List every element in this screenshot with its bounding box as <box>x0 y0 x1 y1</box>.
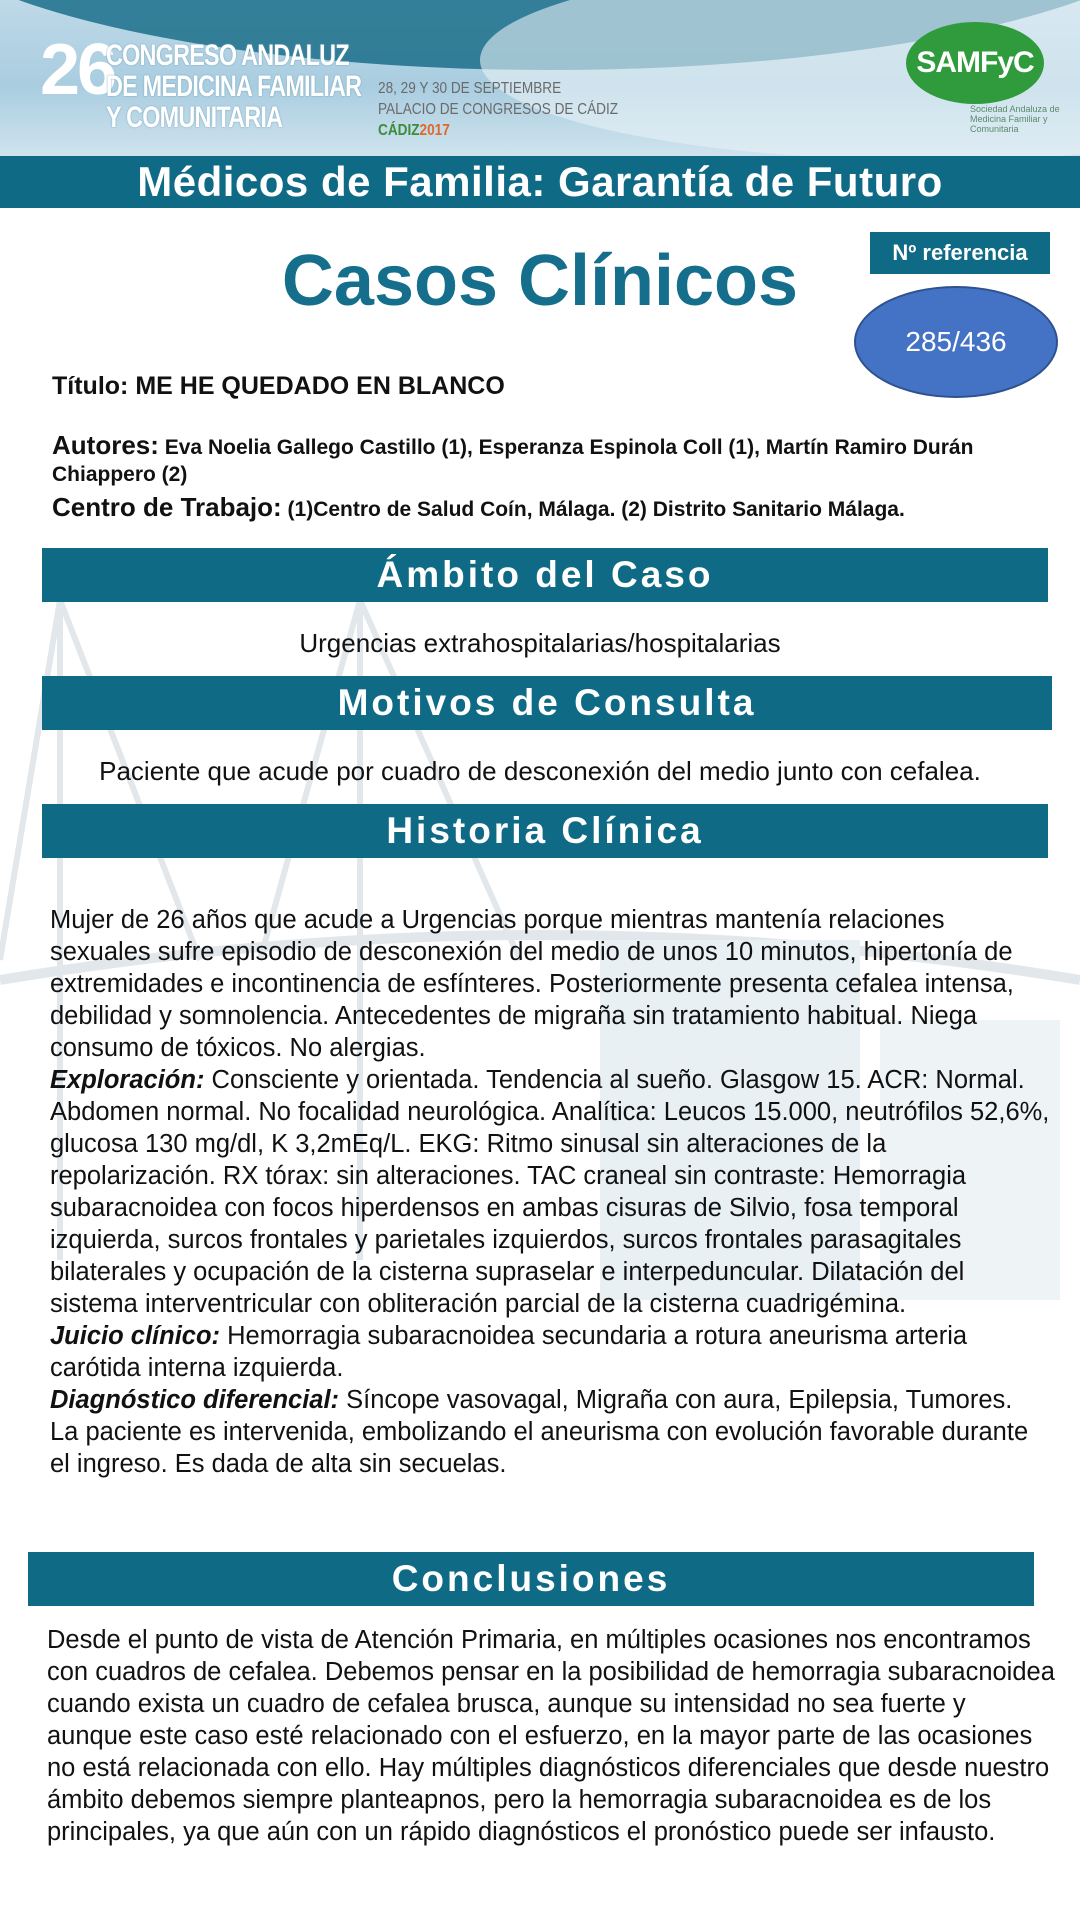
workplace-value: (1)Centro de Salud Coín, Málaga. (2) Distrito Sanitario Málaga. <box>287 498 905 521</box>
congress-header <box>0 0 1080 156</box>
exploracion-label: Exploración: <box>50 1066 205 1094</box>
conclusiones-text: Desde el punto de vista de Atención Primaria, en múltiples ocasiones nos encontramos con cuadros de cefalea. Debemos pensar en la posibilidad de hemorragia subaracnoidea cuando exista un cuadro de cefalea brusca, aunque su intensidad no sea fuerte y aunque este caso esté relacionado con el esfuerzo, en la mayor parte de las ocasiones no está relacionada con ello. Hay múltiples diagnósticos diferenciales que desde nuestro ámbito debemos siempre planteарnos, pero la hemorragia subaracnoidea es de los principales, ya que aún con un rápido diagnósticos el pronóstico puede ser infausto. <box>47 1626 1055 1846</box>
title-label: Título: <box>52 372 129 400</box>
congress-year: 2017 <box>419 122 450 139</box>
ambito-text: Urgencias extrahospitalarias/hospitalarias <box>299 628 781 658</box>
congress-venue: PALACIO DE CONGRESOS DE CÁDIZ <box>378 101 619 118</box>
samfyc-logo-subtitle: Sociedad Andaluza de Medicina Familiar y Comunitaria <box>970 104 1060 134</box>
diagnostico-paragraph <box>50 1384 1050 1416</box>
authors-list: Eva Noelia Gallego Castillo (1), Esperanza Espinola Coll (1), Martín Ramiro Durán Chiappero (2) <box>52 436 974 486</box>
reference-label: Nº referencia <box>870 232 1050 274</box>
congress-motto-banner: Médicos de Familia: Garantía de Futuro <box>0 156 1080 208</box>
historia-clinica-body <box>50 904 1050 1480</box>
exploracion-paragraph <box>50 1064 1050 1320</box>
authors-label: Autores: <box>52 430 159 460</box>
congress-dates: 28, 29 Y 30 DE SEPTIEMBRE <box>378 80 562 97</box>
authors-line <box>52 432 1037 488</box>
diagnostico-text: Síncope vasovagal, Migraña con aura, Epilepsia, Tumores. <box>346 1386 1013 1414</box>
evolucion-paragraph: La paciente es intervenida, embolizando el aneurisma con evolución favorable durante el ingreso. Es dada de alta sin secuelas. <box>50 1418 1029 1478</box>
reference-number-badge: 285/436 <box>854 286 1058 398</box>
exploracion-text: Consciente y orientada. Tendencia al sueño. Glasgow 15. ACR: Normal. Abdomen normal. No focalidad neurológica. Analítica: Leucos 15.000, neutrófilos 52,6%, glucosa 130 mg/dl, K 3,2mEq/L. EKG: Ritmo sinusal sin alteraciones de la repolarización. RX tórax: sin alteraciones. TAC craneal sin contraste: Hemorragia subaracnoidea con focos hiperdensos en ambas cisuras de Silvio, fosa temporal izquierda, surcos frontales y parietales izquierdos, surcos frontales parasagitales bilaterales y ocupación de la cisterna supraselar e interpeduncular. Dilatación del sistema interventricular con obliteración parcial de la cisterna cuadrigémina. <box>50 1066 1050 1318</box>
workplace-label: Centro de Trabajo: <box>52 492 282 522</box>
congress-name <box>106 40 361 133</box>
congress-name-line: DE MEDICINA FAMILIAR <box>106 70 362 103</box>
section-header-motivos: Motivos de Consulta <box>42 676 1052 730</box>
section-header-ambito: Ámbito del Caso <box>42 548 1048 602</box>
juicio-text: Hemorragia subaracnoidea secundaria a rotura aneurisma arteria carótida interna izquierda. <box>50 1322 968 1382</box>
case-title: ME HE QUEDADO EN BLANCO <box>135 372 505 400</box>
congress-city: CÁDIZ <box>378 122 420 139</box>
congress-number: 26 <box>40 30 115 110</box>
congress-city-year <box>378 120 618 141</box>
section-header-conclusiones: Conclusiones <box>28 1552 1034 1606</box>
congress-details <box>378 78 618 141</box>
samfyc-logo: SAMFyC <box>906 22 1044 104</box>
section-header-historia: Historia Clínica <box>42 804 1048 858</box>
congress-name-line: CONGRESO ANDALUZ <box>106 39 349 72</box>
workplace-line <box>52 492 1032 525</box>
historia-intro: Mujer de 26 años que acude a Urgencias porque mientras mantenía relaciones sexuales sufre episodio de desconexión del medio de unos 10 minutos, hipertonía de extremidades e incontinencia de esfínteres. Posteriormente presenta cefalea intensa, debilidad y somnolencia. Antecedentes de migraña sin tratamiento habitual. Niega consumo de tóxicos. No alergias. <box>50 906 1014 1062</box>
motivos-text: Paciente que acude por cuadro de desconexión del medio junto con cefalea. <box>99 756 981 786</box>
congress-name-line: Y COMUNITARIA <box>106 101 283 134</box>
page-title: Casos Clínicos <box>281 241 799 321</box>
juicio-label: Juicio clínico: <box>50 1322 221 1350</box>
diagnostico-label: Diagnóstico diferencial: <box>50 1386 340 1414</box>
conclusiones-body <box>47 1624 1057 1848</box>
case-title-line <box>52 372 1032 401</box>
juicio-paragraph <box>50 1320 1050 1384</box>
